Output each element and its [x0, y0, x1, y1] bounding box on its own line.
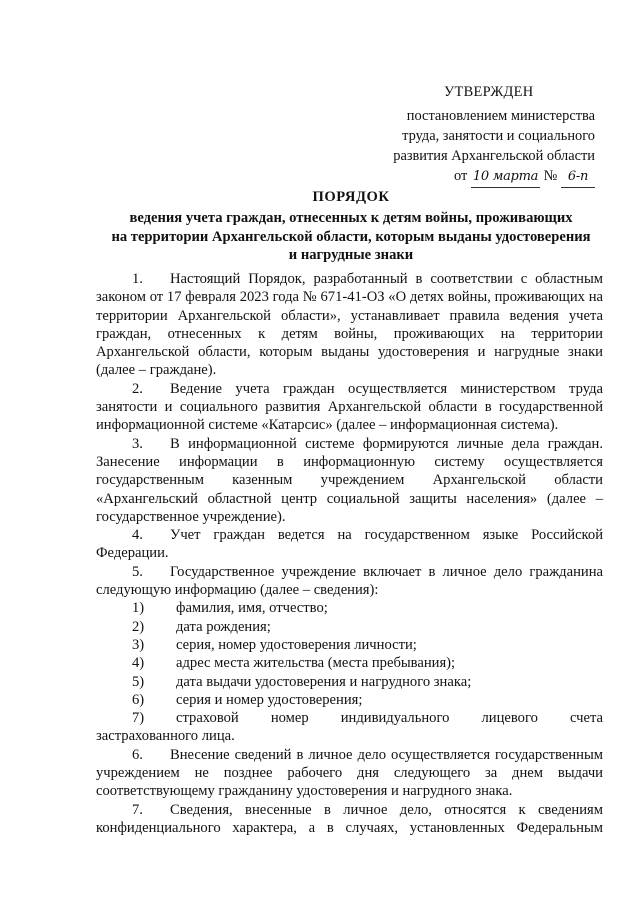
list-item-text: адрес места жительства (места пребывания);	[176, 655, 456, 672]
list-item-continuation: застрахованного лица.	[96, 728, 235, 745]
list-item-text: дата рождения;	[176, 618, 271, 635]
document-body	[96, 270, 603, 837]
paragraph-text: Сведения, внесенные в личное дело, относятся к сведениям конфиденциального характера, а в случаях, установленных Федеральным	[96, 801, 603, 836]
handwritten-date: 10 марта	[471, 167, 540, 188]
paragraph	[96, 435, 603, 526]
paragraph-text: Ведение учета граждан осуществляется министерством труда занятости и социального развития Архангельской области в государственной информационной системе «Катарсис» (далее – информационная система).	[96, 380, 603, 434]
subtitle-line: ведения учета граждан, отнесенных к детям войны, проживающих	[129, 209, 573, 226]
paragraph-number: 1.	[132, 271, 143, 287]
list-item-number: 4)	[132, 655, 145, 672]
paragraph-text: Государственное учреждение включает в личное дело гражданина следующую информацию (далее – сведения):	[96, 563, 603, 599]
list-item	[96, 691, 603, 709]
list-item	[96, 636, 603, 654]
paragraph-text: Внесение сведений в личное дело осуществляется государственным учреждением не позднее рабочего дня следующего за днем выдачи соответствующему гражданину удостоверения и нагрудного знака.	[96, 746, 603, 800]
approval-stamp	[380, 82, 595, 188]
approval-line: труда, занятости и социального	[402, 128, 595, 144]
list-item	[96, 599, 603, 617]
list-item-number: 1)	[132, 600, 145, 617]
list-item-number: 2)	[132, 618, 145, 635]
paragraph	[96, 801, 603, 838]
list-item-text: дата выдачи удостоверения и нагрудного знака;	[176, 673, 472, 690]
paragraph	[96, 380, 603, 435]
paragraph	[96, 563, 603, 600]
list-item	[96, 709, 603, 727]
list-item-number: 6)	[132, 691, 145, 708]
subtitle-line: на территории Архангельской области, которым выданы удостоверения	[111, 228, 591, 245]
approval-date-number	[380, 166, 595, 188]
paragraph-number: 5.	[132, 563, 143, 580]
list-item-text: страховой номер индивидуального лицевого счета	[176, 710, 603, 727]
list-item-number: 5)	[132, 673, 145, 690]
approval-line: развития Архангельской области	[393, 148, 595, 164]
title-main: ПОРЯДОК	[312, 189, 390, 205]
list-item	[96, 654, 603, 672]
paragraph	[96, 746, 603, 801]
paragraph-text: Настоящий Порядок, разработанный в соответствии с областным законом от 17 февраля 2023 года № 671-41-ОЗ «О детях войны, проживающих на территории Архангельской области», устанавливает правила ведения учета граждан, отнесенных к детям войны, проживающих на территории Архангельской области, которым выданы удостоверения и нагрудные знаки (далее – граждане).	[96, 271, 603, 379]
list-item-text: серия, номер удостоверения личности;	[176, 636, 417, 653]
list-item	[96, 618, 603, 636]
paragraph-text: В информационной системе формируются личные дела граждан. Занесение информации в информационную систему осуществляется государственным казенным учреждением Архангельской области «Архангельский областной центр социальной защиты населения» (далее – государственное учреждение).	[96, 435, 603, 525]
approval-heading: УТВЕРЖДЕН	[444, 84, 534, 100]
list-item-number: 7)	[132, 710, 145, 727]
approval-line: постановлением министерства	[406, 108, 595, 124]
handwritten-number: 6-п	[561, 167, 595, 188]
paragraph-number: 2.	[132, 380, 143, 397]
paragraph-number: 4.	[132, 527, 143, 544]
list-item-number: 3)	[132, 636, 145, 653]
document-title	[96, 188, 606, 265]
paragraph	[96, 270, 603, 380]
paragraph-text: Учет граждан ведется на государственном языке Российской Федерации.	[96, 527, 603, 562]
paragraph-number: 6.	[132, 746, 143, 763]
number-label: №	[543, 168, 558, 184]
paragraph-number: 3.	[132, 435, 143, 452]
list-item-text: серия и номер удостоверения;	[176, 691, 363, 708]
subtitle-line: и нагрудные знаки	[288, 247, 414, 264]
paragraph	[96, 526, 603, 563]
paragraph-number: 7.	[132, 801, 143, 818]
from-label: от	[453, 168, 468, 184]
list-item	[96, 673, 603, 691]
list-item-text: фамилия, имя, отчество;	[176, 600, 328, 617]
